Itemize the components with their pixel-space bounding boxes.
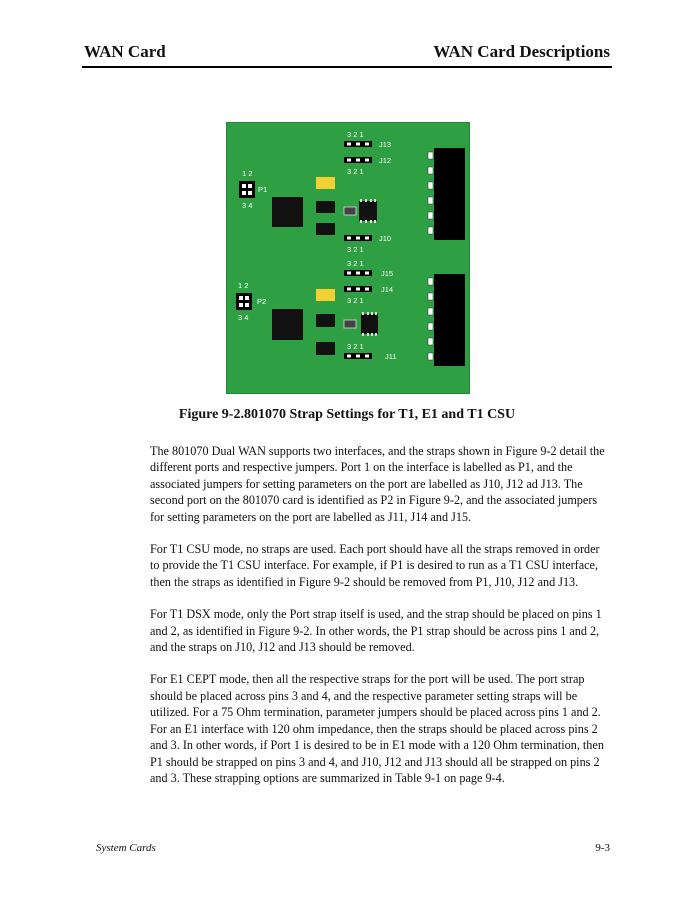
p1-bottom-pin-label: 3 4 <box>242 201 253 210</box>
j11-label: J11 <box>385 352 397 361</box>
j14-label: J14 <box>381 285 394 294</box>
j12-label: J12 <box>379 156 392 165</box>
header-left-title: WAN Card <box>84 42 166 61</box>
page-number: 9-3 <box>595 842 610 854</box>
p1-label: P1 <box>258 185 268 194</box>
j11-pin-label: 3 2 1 <box>347 342 364 351</box>
chip-small-2b <box>316 342 335 355</box>
page-header <box>82 40 612 68</box>
jumper-j14 <box>344 286 372 292</box>
header-right-title: WAN Card Descriptions <box>433 42 610 61</box>
p1-top-pin-label: 1 2 <box>242 169 253 178</box>
chip-small-2a <box>316 314 335 327</box>
j12-pin-label: 3 2 1 <box>347 167 364 176</box>
j15-label: J15 <box>381 269 394 278</box>
page-footer <box>96 842 612 854</box>
capacitor-1 <box>344 207 356 215</box>
j15-pin-label: 3 2 1 <box>347 259 364 268</box>
chip-large-2 <box>272 309 303 340</box>
connector-port-1 <box>434 148 465 240</box>
jumper-j13 <box>344 141 372 147</box>
j14-pin-label: 3 2 1 <box>347 296 364 305</box>
yellow-component-1 <box>316 177 335 189</box>
chip-large-1 <box>272 197 303 227</box>
p2-label: P2 <box>257 297 267 306</box>
jumper-j11 <box>344 353 372 359</box>
ic-1 <box>359 201 377 221</box>
j10-pin-label: 3 2 1 <box>347 245 364 254</box>
jumper-p2 <box>236 293 252 310</box>
footer-section-title: System Cards <box>96 842 156 854</box>
connector-port-2 <box>434 274 465 366</box>
jumper-j15 <box>344 270 372 276</box>
p2-bottom-pin-label: 3 4 <box>238 313 249 322</box>
p2-top-pin-label: 1 2 <box>238 281 249 290</box>
chip-small-1b <box>316 223 335 235</box>
paragraph-3: For T1 DSX mode, only the Port strap itself is used, and the strap should be placed on pins 1 and 2, as identified in Figure 9-2. In other words, the P1 strap should be across pins 1 and 2, and the straps on J10, J12 and J13 should be removed. <box>150 607 602 655</box>
capacitor-2 <box>344 320 356 328</box>
j10-label: J10 <box>379 234 392 243</box>
jumper-j12 <box>344 157 372 163</box>
yellow-component-2 <box>316 289 335 301</box>
jumper-j10 <box>344 235 372 241</box>
body-text <box>150 443 612 802</box>
paragraph-1: The 801070 Dual WAN supports two interfaces, and the straps shown in Figure 9-2 detail the different ports and respective jumpers. Port 1 on the interface is labelled as P1, and the associated jumpers for setting parameters on the port are labelled as J10, J12 ad J13. The second port on the 801070 card is identified as P2 in Figure 9-2, and the associated jumpers for setting parameters on the port are labelled as J11, J14 and J15. <box>150 444 605 524</box>
jumper-p1 <box>239 181 255 198</box>
wan-card-board-diagram <box>226 122 470 394</box>
j13-pin-label: 3 2 1 <box>347 130 364 139</box>
figure-caption: Figure 9-2.801070 Strap Settings for T1, E1 and T1 CSU <box>178 407 516 422</box>
j13-label: J13 <box>379 140 392 149</box>
paragraph-2: For T1 CSU mode, no straps are used. Each port should have all the straps removed in order to provide the T1 CSU interface. For example, if P1 is desired to run as a T1 CSU interface, then the straps as identified in Figure 9-2 should be removed from P1, J10, J12 and J13. <box>150 542 600 589</box>
ic-2 <box>361 314 378 334</box>
chip-small-1a <box>316 201 335 213</box>
paragraph-4: For E1 CEPT mode, then all the respective straps for the port will be used. The port strap should be placed across pins 3 and 4, and the respective parameter setting straps will be utilized. For a 75 Ohm termination, parameter jumpers should be placed across pins 1 and 2. For an E1 interface with 120 ohm impedance, then the straps should be placed across pins 2 and 3. In other words, if Port 1 is desired to be in E1 mode with a 120 Ohm termination, then P1 should be strapped on pins 3 and 4, and J10, J12 and J13 should all be strapped on pins 2 and 3. These strapping options are summarized in Table 9-1 on page 9-4. <box>150 672 604 785</box>
